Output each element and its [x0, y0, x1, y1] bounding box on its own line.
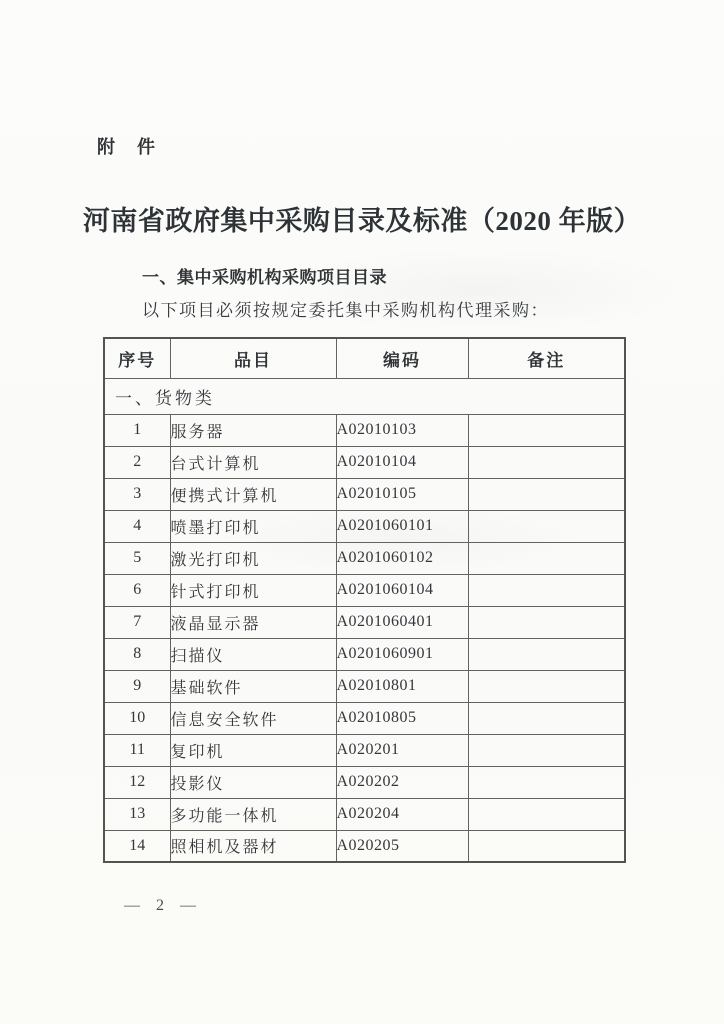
table-row: [104, 830, 625, 862]
cell-remark: [468, 798, 625, 830]
column-header-remark: 备注: [468, 338, 625, 378]
cell-no: 9: [104, 670, 170, 702]
cell-code: A0201060901: [336, 638, 468, 670]
cell-item: 服务器: [170, 414, 336, 446]
cell-remark: [468, 702, 625, 734]
table-row: [104, 542, 625, 574]
cell-item: 扫描仪: [170, 638, 336, 670]
cell-code: A0201060104: [336, 574, 468, 606]
cell-code: A02010801: [336, 670, 468, 702]
cell-code: A02010103: [336, 414, 468, 446]
column-header-item: 品目: [170, 338, 336, 378]
procurement-catalog-table: [103, 337, 626, 863]
cell-code: A0201060401: [336, 606, 468, 638]
cell-remark: [468, 542, 625, 574]
column-header-code: 编码: [336, 338, 468, 378]
table-row: [104, 606, 625, 638]
cell-code: A020204: [336, 798, 468, 830]
cell-remark: [468, 734, 625, 766]
table-row: [104, 798, 625, 830]
cell-remark: [468, 446, 625, 478]
table-row: [104, 446, 625, 478]
cell-remark: [468, 574, 625, 606]
cell-no: 11: [104, 734, 170, 766]
cell-no: 10: [104, 702, 170, 734]
cell-code: A020202: [336, 766, 468, 798]
cell-item: 针式打印机: [170, 574, 336, 606]
table-row: [104, 702, 625, 734]
cell-item: 复印机: [170, 734, 336, 766]
cell-no: 8: [104, 638, 170, 670]
cell-item: 照相机及器材: [170, 830, 336, 862]
cell-no: 13: [104, 798, 170, 830]
table-row: [104, 510, 625, 542]
table-row: [104, 414, 625, 446]
cell-item: 喷墨打印机: [170, 510, 336, 542]
cell-item: 便携式计算机: [170, 478, 336, 510]
cell-item: 液晶显示器: [170, 606, 336, 638]
cell-code: A02010805: [336, 702, 468, 734]
table-row: [104, 638, 625, 670]
cell-item: 台式计算机: [170, 446, 336, 478]
cell-code: A02010104: [336, 446, 468, 478]
cell-no: 4: [104, 510, 170, 542]
cell-item: 基础软件: [170, 670, 336, 702]
table-row: [104, 670, 625, 702]
cell-remark: [468, 510, 625, 542]
cell-remark: [468, 414, 625, 446]
cell-remark: [468, 638, 625, 670]
cell-code: A020201: [336, 734, 468, 766]
table-row: [104, 734, 625, 766]
category-label: 一、货物类: [104, 378, 625, 414]
cell-item: 投影仪: [170, 766, 336, 798]
category-row: [104, 378, 625, 414]
cell-item: 激光打印机: [170, 542, 336, 574]
cell-item: 多功能一体机: [170, 798, 336, 830]
cell-remark: [468, 670, 625, 702]
cell-no: 12: [104, 766, 170, 798]
cell-remark: [468, 830, 625, 862]
table-header-row: [104, 338, 625, 378]
table-row: [104, 574, 625, 606]
column-header-no: 序号: [104, 338, 170, 378]
intro-text: 以下项目必须按规定委托集中采购机构代理采购：: [142, 301, 549, 320]
cell-no: 2: [104, 446, 170, 478]
cell-item: 信息安全软件: [170, 702, 336, 734]
cell-remark: [468, 606, 625, 638]
cell-remark: [468, 478, 625, 510]
cell-no: 5: [104, 542, 170, 574]
table-row: [104, 478, 625, 510]
page-number: — 2 —: [124, 897, 197, 914]
cell-no: 7: [104, 606, 170, 638]
cell-no: 3: [104, 478, 170, 510]
attachment-label: 附 件: [97, 137, 157, 157]
cell-no: 1: [104, 414, 170, 446]
section-heading: 一、集中采购机构采购项目目录: [142, 268, 387, 287]
cell-code: A0201060101: [336, 510, 468, 542]
table-row: [104, 766, 625, 798]
cell-code: A020205: [336, 830, 468, 862]
page-title: 河南省政府集中采购目录及标准（2020 年版）: [82, 206, 642, 236]
cell-no: 6: [104, 574, 170, 606]
cell-code: A0201060102: [336, 542, 468, 574]
cell-no: 14: [104, 830, 170, 862]
cell-code: A02010105: [336, 478, 468, 510]
cell-remark: [468, 766, 625, 798]
